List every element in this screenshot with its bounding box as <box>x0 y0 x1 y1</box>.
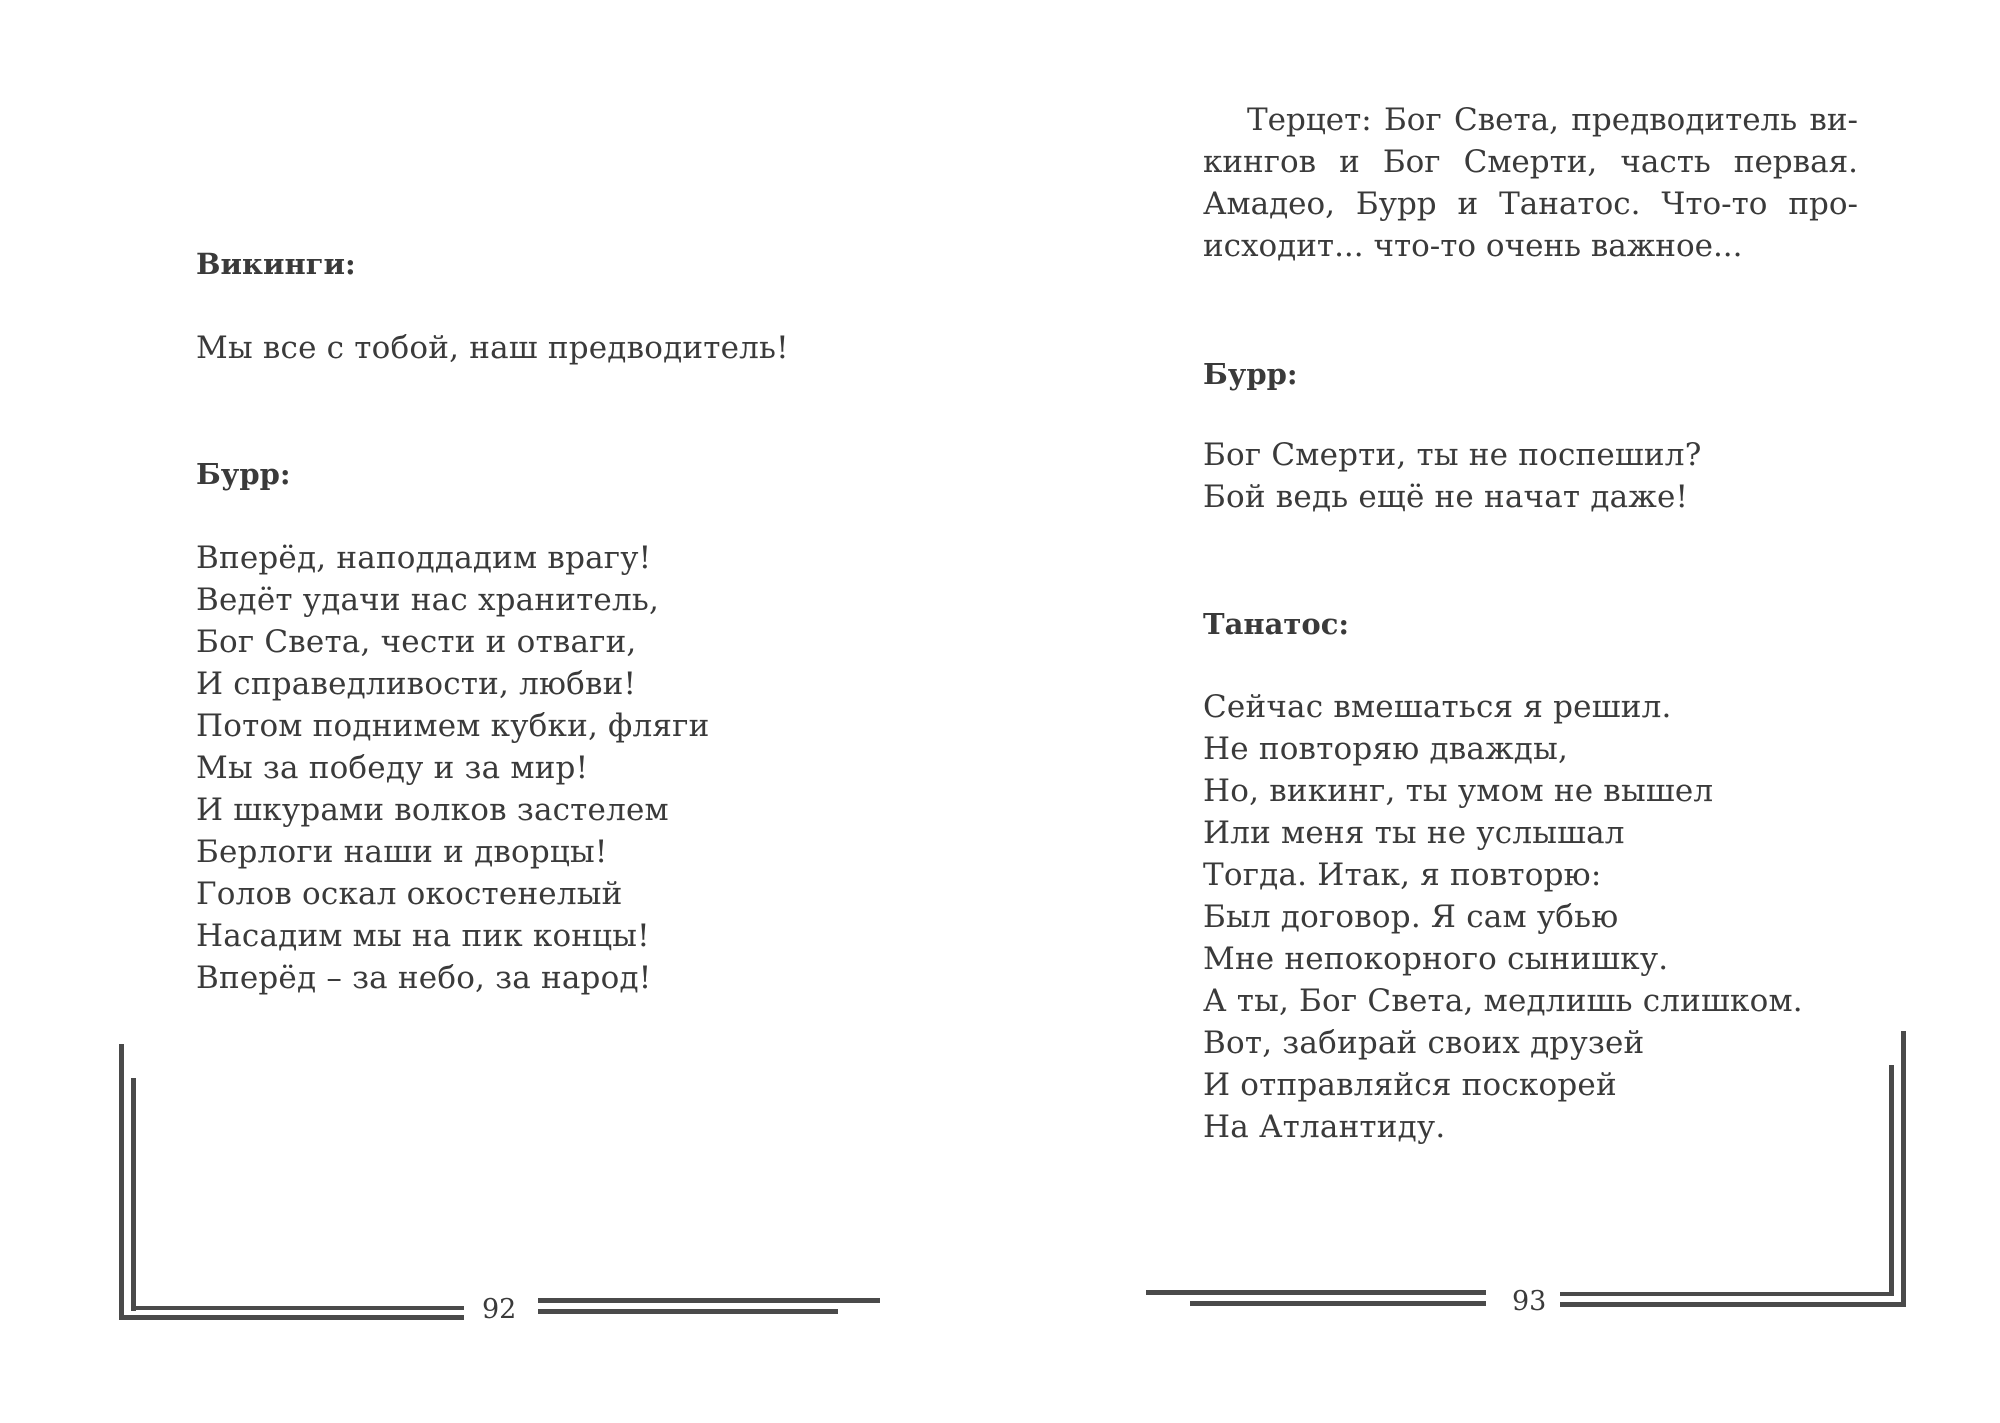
speaker-label: Бурр: <box>1203 357 1298 391</box>
scene-intro <box>1203 99 1858 267</box>
verse-line: Вперёд, наподдадим врагу! <box>196 540 652 576</box>
verse-line: Берлоги наши и дворцы! <box>196 834 608 870</box>
speaker-label: Бурр: <box>196 457 291 491</box>
intro-line: Амадео, Бурр и Танатос. Что-то про- <box>1203 186 1858 222</box>
verse-block <box>196 537 709 999</box>
verse-line: И справедливости, любви! <box>196 666 637 702</box>
verse-line: Бог Смерти, ты не поспешил? <box>1203 437 1702 473</box>
verse-block <box>196 327 789 369</box>
verse-line: Не повторяю дважды, <box>1203 731 1569 767</box>
verse-line: Бог Света, чести и отваги, <box>196 624 637 660</box>
verse-line: Ведёт удачи нас хранитель, <box>196 582 659 618</box>
verse-line: На Атлантиду. <box>1203 1109 1446 1145</box>
intro-line: исходит... что-то очень важное... <box>1203 228 1743 264</box>
verse-line: И отправляйся поскорей <box>1203 1067 1617 1103</box>
verse-block <box>1203 686 1803 1148</box>
verse-line: Сейчас вмешаться я решил. <box>1203 689 1672 725</box>
verse-line: Потом поднимем кубки, фляги <box>196 708 710 744</box>
right-page <box>1000 0 2000 1423</box>
intro-line: Терцет: Бог Света, предводитель ви- <box>1247 102 1858 138</box>
verse-line: Но, викинг, ты умом не вышел <box>1203 773 1714 809</box>
speaker-label: Викинги: <box>196 247 356 281</box>
verse-line: Вот, забирай своих друзей <box>1203 1025 1645 1061</box>
verse-line: И шкурами волков застелем <box>196 792 669 828</box>
page-number: 92 <box>482 1294 517 1325</box>
verse-line: Мы за победу и за мир! <box>196 750 589 786</box>
verse-line: Или меня ты не услышал <box>1203 815 1625 851</box>
verse-line: Тогда. Итак, я повторю: <box>1203 857 1602 893</box>
verse-line: Был договор. Я сам убью <box>1203 899 1619 935</box>
verse-line: Мы все с тобой, наш предводитель! <box>196 330 789 366</box>
speaker-label: Танатос: <box>1203 607 1350 641</box>
verse-line: Вперёд – за небо, за народ! <box>196 960 652 996</box>
verse-line: Насадим мы на пик концы! <box>196 918 650 954</box>
verse-line: Мне непокорного сынишку. <box>1203 941 1669 977</box>
verse-line: А ты, Бог Света, медлишь слишком. <box>1203 983 1803 1019</box>
intro-line: кингов и Бог Смерти, часть первая. <box>1203 144 1858 180</box>
page-number: 93 <box>1512 1286 1547 1317</box>
verse-line: Голов оскал окостенелый <box>196 876 623 912</box>
verse-line: Бой ведь ещё не начат даже! <box>1203 479 1689 515</box>
verse-block <box>1203 434 1702 518</box>
